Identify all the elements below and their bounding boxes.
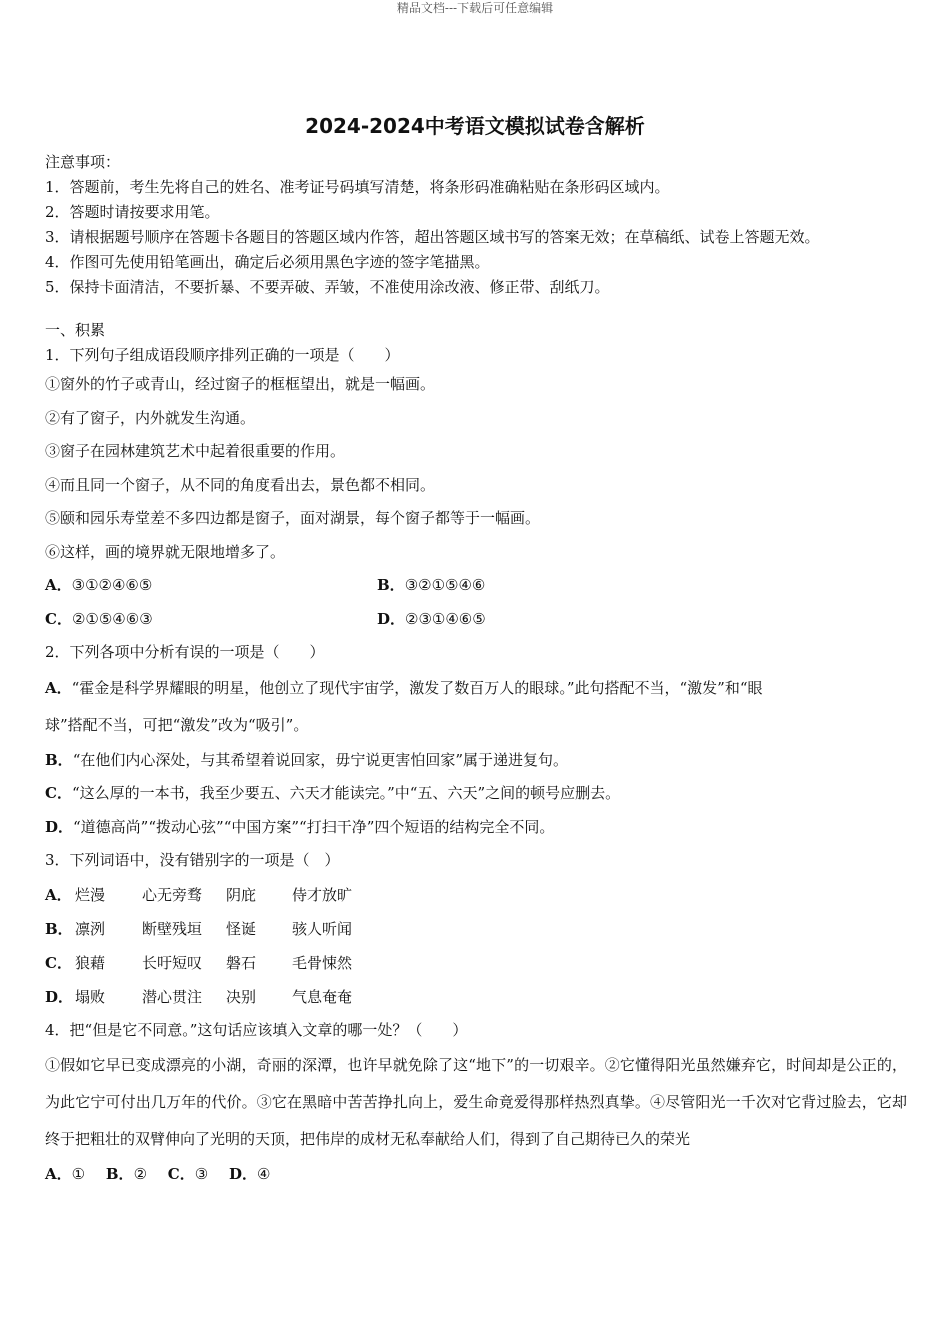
notice-item: 2．答题时请按要求用笔。 bbox=[45, 203, 220, 221]
q3-option-c: C． 狼藉 长吁短叹 磐石 毛骨悚然 bbox=[45, 953, 353, 972]
q2-option-c: C．“这么厚的一本书，我至少要五、六天才能读完。”中“五、六天”之间的顿号应删去。 bbox=[45, 784, 621, 802]
q3-option-b: B． 凛洌 断壁残垣 怪诞 骇人听闻 bbox=[45, 919, 353, 938]
notice-item: 1．答题前，考生先将自己的姓名、准考证号码填写清楚，将条形码准确粘贴在条形码区域内。 bbox=[45, 178, 670, 196]
q1-options-row bbox=[45, 569, 907, 603]
q4-options bbox=[45, 1158, 907, 1192]
q2-option-a: A．“霍金是科学界耀眼的明星，他创立了现代宇宙学，激发了数百万人的眼球。”此句搭配不当，“激发”和“眼 球”搭配不当，可把“激发”改为“吸引”。 bbox=[45, 678, 763, 734]
q4-option-c: C．③ bbox=[167, 1165, 209, 1183]
page-title: 2024-2024中考语文模拟试卷含解析 bbox=[305, 114, 645, 138]
q1-sentence: ⑤颐和园乐寿堂差不多四边都是窗子，面对湖景，每个窗子都等于一幅画。 bbox=[45, 509, 541, 527]
q1-options-row bbox=[45, 603, 907, 637]
q4-option-a: A．① bbox=[45, 1165, 86, 1183]
page-header: 精品文档---下载后可任意编辑 bbox=[396, 1, 554, 15]
q4-passage: ①假如它早已变成漂亮的小湖，奇丽的深潭，也许早就免除了这“地下”的一切艰辛。②它懂得阳光虽然嫌弃它，时间却是公正的，为此它宁可付出几万年的代价。③它在黑暗中苦苦挣扎向上，爱生命竟爱得那样热烈真挚。④尽管阳光一千次对它背过脸去，它却终于把粗壮的双臂伸向了光明的天顶，把伟岸的成材无私奉献给人们，得到了自己期待已久的荣光 bbox=[45, 1056, 907, 1148]
q4-option-b: B．② bbox=[105, 1165, 148, 1183]
q1-stem: 1．下列句子组成语段顺序排列正确的一项是（ ） bbox=[45, 346, 400, 364]
q2-stem: 2．下列各项中分析有误的一项是（ ） bbox=[45, 643, 325, 661]
notice-item: 3．请根据题号顺序在答题卡各题目的答题区域内作答，超出答题区域书写的答案无效；在草稿纸、试卷上答题无效。 bbox=[45, 228, 820, 246]
q3-option-d: D． 塌败 潜心贯注 决别 气息奄奄 bbox=[45, 987, 353, 1006]
notice-item: 5．保持卡面清洁，不要折暴、不要弄破、弄皱，不准使用涂改液、修正带、刮纸刀。 bbox=[45, 278, 610, 296]
q2-option-d: D．“道德高尚”“拨动心弦”“中国方案”“打扫干净”四个短语的结构完全不同。 bbox=[45, 817, 555, 836]
notice-heading: 注意事项： bbox=[45, 153, 121, 171]
section-heading: 一、积累 bbox=[45, 321, 106, 339]
notice-item: 4．作图可先使用铅笔画出，确定后必须用黑色字迹的签字笔描黑。 bbox=[45, 253, 490, 271]
q1-sentence: ③窗子在园林建筑艺术中起着很重要的作用。 bbox=[45, 442, 346, 460]
q3-stem: 3．下列词语中，没有错别字的一项是（ ） bbox=[45, 851, 340, 869]
q3-option-a: A． 烂漫 心无旁骛 阴庇 侍才放旷 bbox=[45, 885, 353, 904]
q1-sentence: ⑥这样，画的境界就无限地增多了。 bbox=[45, 542, 286, 561]
q1-sentence: ④而且同一个窗子，从不同的角度看出去，景色都不相同。 bbox=[45, 475, 436, 494]
q1-sentence: ①窗外的竹子或青山，经过窗子的框框望出，就是一幅画。 bbox=[45, 375, 436, 393]
q1-option-a: A．③①②④⑥⑤ bbox=[45, 576, 153, 594]
document-body bbox=[45, 150, 907, 1192]
q4-stem: 4．把“但是它不同意。”这句话应该填入文章的哪一处？（ ） bbox=[45, 1020, 468, 1039]
q1-option-d: D．②③①④⑥⑤ bbox=[377, 609, 486, 628]
q4-option-d: D．④ bbox=[228, 1165, 271, 1183]
q1-sentence: ②有了窗子，内外就发生沟通。 bbox=[45, 408, 256, 427]
q1-option-c: C．②①⑤④⑥③ bbox=[45, 609, 153, 628]
q2-option-b: B．“在他们内心深处，与其希望着说回家，毋宁说更害怕回家”属于递进复句。 bbox=[45, 750, 569, 769]
q1-option-b: B．③②①⑤④⑥ bbox=[377, 576, 486, 594]
